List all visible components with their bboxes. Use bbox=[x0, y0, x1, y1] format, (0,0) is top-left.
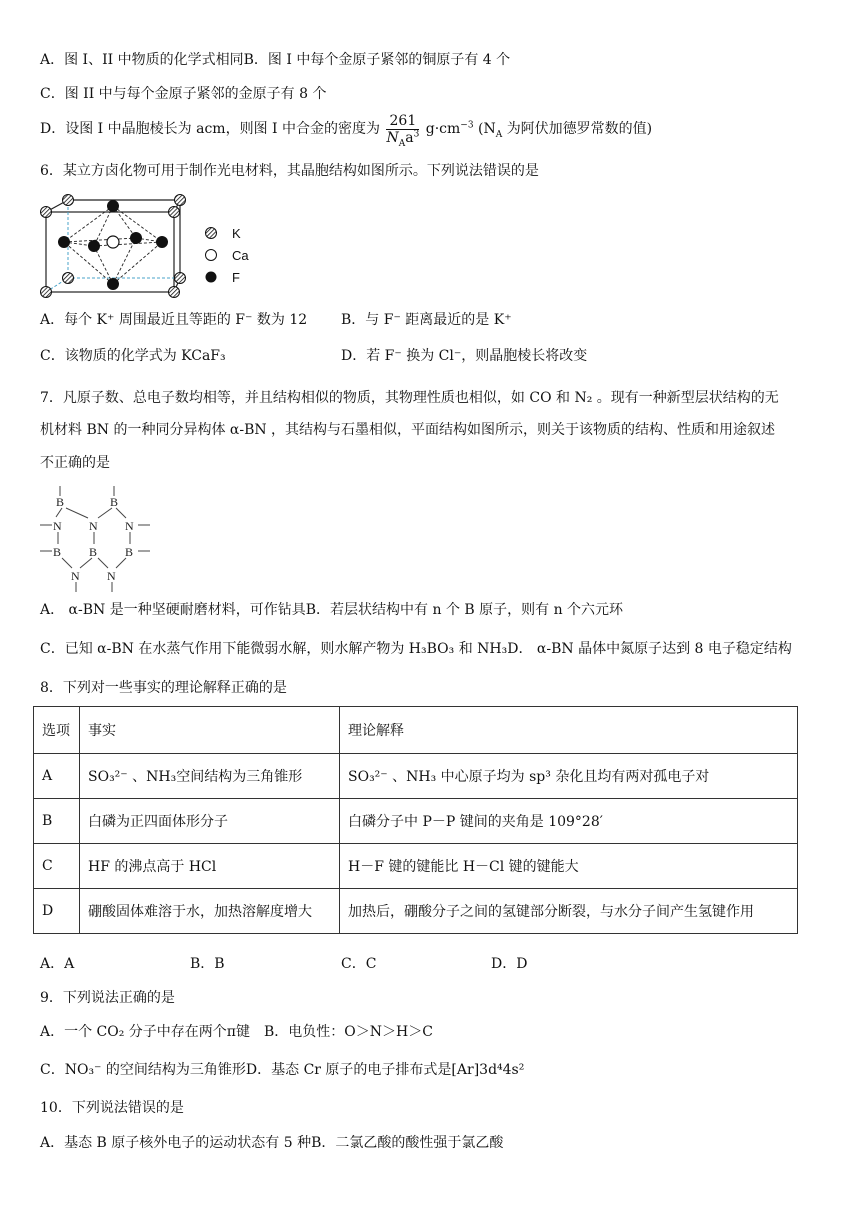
row-explanation: H－F 键的键能比 H－Cl 键的键能大 bbox=[340, 844, 798, 889]
atom-b: B bbox=[56, 495, 65, 509]
q10-option-b: B．二氯乙酸的酸性强于氯乙酸 bbox=[311, 1135, 504, 1151]
atom-b: B bbox=[89, 545, 98, 559]
q5-option-a: A．图 I、II 中物质的化学式相同 bbox=[40, 52, 244, 68]
q8-stem: 8．下列对一些事实的理论解释正确的是 bbox=[40, 680, 287, 696]
q7-stem-line-3: 不正确的是 bbox=[40, 455, 110, 471]
q5-option-d: D．设图 I 中晶胞棱长为 acm，则图 I 中合金的密度为 $\frac{261}{N_Aa^3}$ $g\cdot cm^{-3}$ ($N_A$ 为阿伏加德罗常数的值) bbox=[40, 112, 653, 149]
atom-b: B bbox=[125, 545, 134, 559]
q9-option-b: B．电负性：O＞N＞H＞C bbox=[264, 1024, 433, 1040]
legend-ca-label: Ca bbox=[232, 247, 249, 263]
row-fact: SO₃²⁻ 、NH₃空间结构为三角锥形 bbox=[80, 754, 340, 799]
density-denominator: $N_Aa^3$ bbox=[386, 128, 420, 149]
q9-option-c: C．NO₃⁻ 的空间结构为三角锥形 bbox=[40, 1062, 246, 1078]
density-fraction bbox=[386, 112, 420, 149]
q7-stem-line-1: 7．凡原子数、总电子数均相等，并且结构相似的物质，其物理性质也相似，如 CO 和 N₂ 。现有一种新型层状结构的无 bbox=[40, 390, 779, 406]
q10-option-row-1 bbox=[40, 1133, 503, 1153]
header-explanation: 理论解释 bbox=[340, 707, 798, 754]
atom-n: N bbox=[71, 569, 80, 583]
atom-n: N bbox=[107, 569, 116, 583]
row-fact: 白磷为正四面体形分子 bbox=[80, 799, 340, 844]
atom-n: N bbox=[125, 519, 134, 533]
q9-stem: 9．下列说法正确的是 bbox=[40, 990, 175, 1006]
q9-option-a: A．一个 CO₂ 分子中存在两个π键 bbox=[40, 1024, 251, 1040]
q8-option-a: A．A bbox=[40, 956, 75, 972]
table-row bbox=[34, 799, 798, 844]
legend-f-label: F bbox=[232, 269, 240, 285]
q8-option-d: D．D bbox=[491, 956, 528, 972]
q6-option-c: C．该物质的化学式为 KCaF₃ bbox=[40, 348, 226, 364]
q7-option-row-2 bbox=[40, 639, 792, 659]
q5-option-c: C．图 II 中与每个金原子紧邻的金原子有 8 个 bbox=[40, 86, 327, 102]
q5-option-row-1 bbox=[40, 50, 510, 70]
q10-option-a: A．基态 B 原子核外电子的运动状态有 5 种 bbox=[40, 1135, 312, 1151]
bn-structure-diagram bbox=[36, 484, 156, 594]
q8-option-b: B．B bbox=[190, 956, 225, 972]
f-atom-icon bbox=[204, 270, 218, 284]
q5-option-d-note: 为阿伏加德罗常数的值) bbox=[506, 121, 653, 137]
q8-option-c: C．C bbox=[341, 956, 377, 972]
table-row bbox=[34, 754, 798, 799]
q8-table bbox=[33, 706, 798, 934]
q7-option-row-1 bbox=[40, 600, 623, 620]
q6-option-d: D．若 F⁻ 换为 Cl⁻，则晶胞棱长将改变 bbox=[341, 348, 588, 364]
row-explanation: 加热后，硼酸分子之间的氢键部分断裂，与水分子间产生氢键作用 bbox=[340, 889, 798, 934]
atom-n: N bbox=[53, 519, 62, 533]
ca-atom bbox=[107, 236, 119, 248]
legend-k bbox=[204, 222, 249, 244]
row-label: C bbox=[34, 844, 80, 889]
table-header-row bbox=[34, 707, 798, 754]
atom-b: B bbox=[53, 545, 62, 559]
q6-option-b: B．与 F⁻ 距离最近的是 K⁺ bbox=[341, 312, 512, 328]
legend-ca bbox=[204, 244, 249, 266]
legend-f bbox=[204, 266, 249, 288]
q7-option-a: A． α-BN 是一种坚硬耐磨材料，可作钻具 bbox=[40, 602, 306, 618]
table-row bbox=[34, 889, 798, 934]
q5-option-b: B．图 I 中每个金原子紧邻的铜原子有 4 个 bbox=[243, 52, 511, 68]
q7-option-c: C．已知 α-BN 在水蒸气作用下能微弱水解，则水解产物为 H₃BO₃ 和 NH₃ bbox=[40, 641, 508, 657]
q7-option-d: D． α-BN 晶体中氮原子达到 8 电子稳定结构 bbox=[507, 641, 792, 657]
q9-option-d: D．基态 Cr 原子的电子排布式是[Ar]3d⁴4s² bbox=[245, 1062, 525, 1078]
atom-n: N bbox=[89, 519, 98, 533]
q6-option-a: A．每个 K⁺ 周围最近且等距的 F⁻ 数为 12 bbox=[40, 312, 308, 328]
q9-option-row-1 bbox=[40, 1022, 433, 1042]
k-atom-icon bbox=[204, 226, 218, 240]
row-explanation: 白磷分子中 P－P 键间的夹角是 109°28′ bbox=[340, 799, 798, 844]
legend-k-label: K bbox=[232, 225, 241, 241]
table-row bbox=[34, 844, 798, 889]
header-fact: 事实 bbox=[80, 707, 340, 754]
q5-option-d-text: D．设图 I 中晶胞棱长为 acm，则图 I 中合金的密度为 bbox=[40, 121, 380, 137]
ca-atom-icon bbox=[204, 248, 218, 262]
row-explanation: SO₃²⁻ 、NH₃ 中心原子均为 sp³ 杂化且均有两对孤电子对 bbox=[340, 754, 798, 799]
header-option: 选项 bbox=[34, 707, 80, 754]
row-label: B bbox=[34, 799, 80, 844]
row-label: D bbox=[34, 889, 80, 934]
density-numerator: 261 bbox=[386, 113, 419, 130]
q5-option-d-note-open: (N bbox=[478, 121, 496, 137]
crystal-legend bbox=[204, 222, 249, 288]
q7-option-b: B．若层状结构中有 n 个 B 原子，则有 n 个六元环 bbox=[305, 602, 624, 618]
q9-option-row-2 bbox=[40, 1060, 524, 1080]
q6-stem: 6．某立方卤化物可用于制作光电材料，其晶胞结构如图所示。下列说法错误的是 bbox=[40, 163, 539, 179]
q7-stem-line-2: 机材料 BN 的一种同分异构体 α-BN ，其结构与石墨相似，平面结构如图所示，则关于该物质的结构、性质和用途叙述 bbox=[40, 422, 776, 438]
row-fact: 硼酸固体难溶于水，加热溶解度增大 bbox=[80, 889, 340, 934]
row-label: A bbox=[34, 754, 80, 799]
row-fact: HF 的沸点高于 HCl bbox=[80, 844, 340, 889]
atom-b: B bbox=[110, 495, 119, 509]
q10-stem: 10．下列说法错误的是 bbox=[40, 1100, 184, 1116]
density-unit: $g\cdot cm^{-3}$ bbox=[425, 120, 474, 137]
